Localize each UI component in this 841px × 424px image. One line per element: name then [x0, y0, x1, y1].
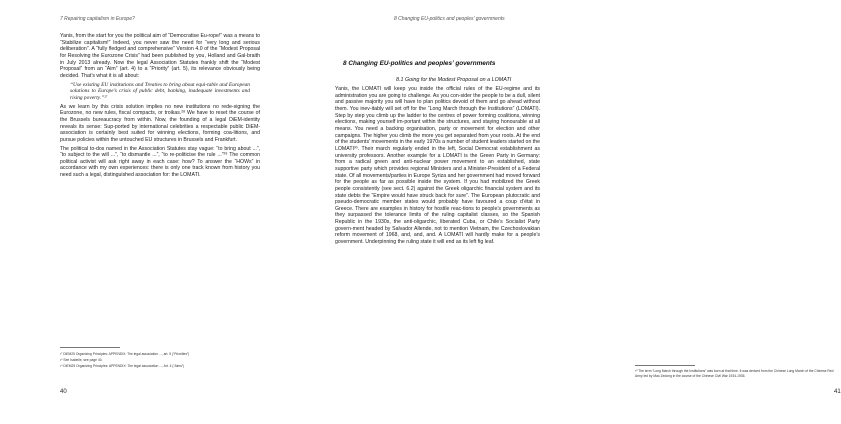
footnote-27: ²⁷ DiEM25 Organizing Principles: APPENDIX: The legal association ..., art. 5 (“Priorities”)	[60, 352, 190, 356]
footnote-divider	[60, 347, 120, 348]
right-page-number: 41	[834, 389, 841, 395]
block-quote: “Use existing EU institutions and Treaties to bring about equi-table and European solutions to Europe’s crisis of public debt, banking, inadequate investments and rising poverty.”²⁷	[70, 81, 250, 101]
left-running-head: 7 Repairing capitalism in Europe?	[60, 16, 135, 22]
section-title: 8.1 Going for the Modest Proposal on a LOMATI	[396, 77, 512, 83]
right-footnotes	[635, 369, 840, 378]
right-paragraph-1: Yanis, the LOMATI will keep you inside the official rules of the EU-regime and its administration you are going to challenge. As you con-sider the people to be a dull, silent and passive majority you will have to plan politics devoid of them and go ahead without them. You inev-itably will set off for the “Long March through the Institutions” (LOMATI). Step by step you climb up the ladder to the centres of power forming coalitions, winning elections, making yourself im-portant within the structures, and staying honourable at all means. You need a backing organisation, party or movement for election and other campaigns. The higher you climb the more you get separated from your roots. At the end of the students’ movements in the early 1970s a number of student leaders started on the LOMATI³⁰. Their march regularly ended in the left, Social Democrat establishment as university professors. Another example for a LOMATI is the Green Party in Germany: from a radical green and anti-nuclear power movement to an established, state supportive party which provides regional Ministers and a Minister-President of a Federal state. Of all movements/parties in Europe Syriza and her government had moved forward for the people as far as possible inside the system. If you had mobilized the Greek people consistently (see sect. 6.2) against the Greek oligarchic financial system and its state debts the “Empire would have struck back for sure”. The European plutocratic and pseudo-democratic member states would probably have favoured a coup d’état in Greece. There are examples in history for hostile reac-tions to people’s governments as they surpassed the tolerance limits of the ruling capitalist classes, so the Spanish Republic in the 1930s, the anti-oligarchic, liberated Cuba, or Chile’s Socialist Party govern-ment headed by Salvador Allende, not to mention Vietnam, the Czechoslovakian reform movement of 1968, and, and, and. A LOMATI will hardly make for a people’s government. Underpinning the ruling state it will end as its left fig leaf.	[335, 86, 540, 246]
right-running-head: 8 Changing EU-politics and peoples’ governments	[394, 16, 505, 22]
left-page	[0, 0, 300, 424]
footnote-28: ²⁸ See Isabelle, see page 40.	[60, 358, 103, 362]
left-paragraph-3: The political to-dos named in the Association Statutes stay vague: “to bring about ...”, “to subject to the will ...”, “to dismantle ...”, “to re-politicise the rule ...”²⁹ The common political activist will ask right away in each case: how? To answer the “HOWs” in accordance with my own experiences: there is only one track known from history you need such a legal, distinguished association for: the LOMATI.	[60, 145, 260, 179]
right-body-text	[335, 86, 540, 246]
left-footnotes	[60, 351, 260, 369]
footnote-29: ²⁹ DiEM25 Organizing Principles: APPENDIX: The legal association ..., Art. 4 (“Aims”)	[60, 364, 185, 368]
left-page-number: 40	[60, 389, 67, 395]
left-paragraph-1: Yanis, from the start for you the political aim of “Democratise Eu-rope!” was a means to “Stabilize capitalism!” Indeed, you never saw the need for “very long and serious deliberation”. A “fully fledged and comprehensive” Version 4.0 of the “Modest Proposal for Resolving the Eurozone Crisis” had been published by you, Holland and Gal-braith in July 2013 already. Now the legal Association Statutes frankly shift the “Modest Proposal” from an “Aim” (art. 4) to a “Priority” (art. 5), its relevance obviously being decided. That’s what it is all about:	[60, 33, 260, 79]
left-body-text	[60, 33, 260, 181]
chapter-title: 8 Changing EU-politics and peoples’ governments	[343, 60, 496, 67]
left-paragraph-2: As we learn by this crisis solution implies no new institutions no rede-signing the Eurozone, no new rules, fiscal compacts, or troikas.²⁸ We have to reset the course of the Brussels bureaucracy from within. Now, the founding of a legal DiEM-identity reveals its sense: Sup-ported by international celebrities a respectable public DiEM-association is certainly best suited for winning elections, forming coa-litions, and pursue policies within the untouched EU structures in Brussels and Frankfurt.	[60, 103, 260, 143]
footnote-divider-right	[635, 365, 695, 366]
footnote-30: ³⁰ The term “Long March through the Institutions” was born at that time. It was derived from the Chinese Long March of the Chinese Red Army led by Mao Zedong in the course of the Chinese Civil War 1934-1935.	[635, 369, 834, 378]
